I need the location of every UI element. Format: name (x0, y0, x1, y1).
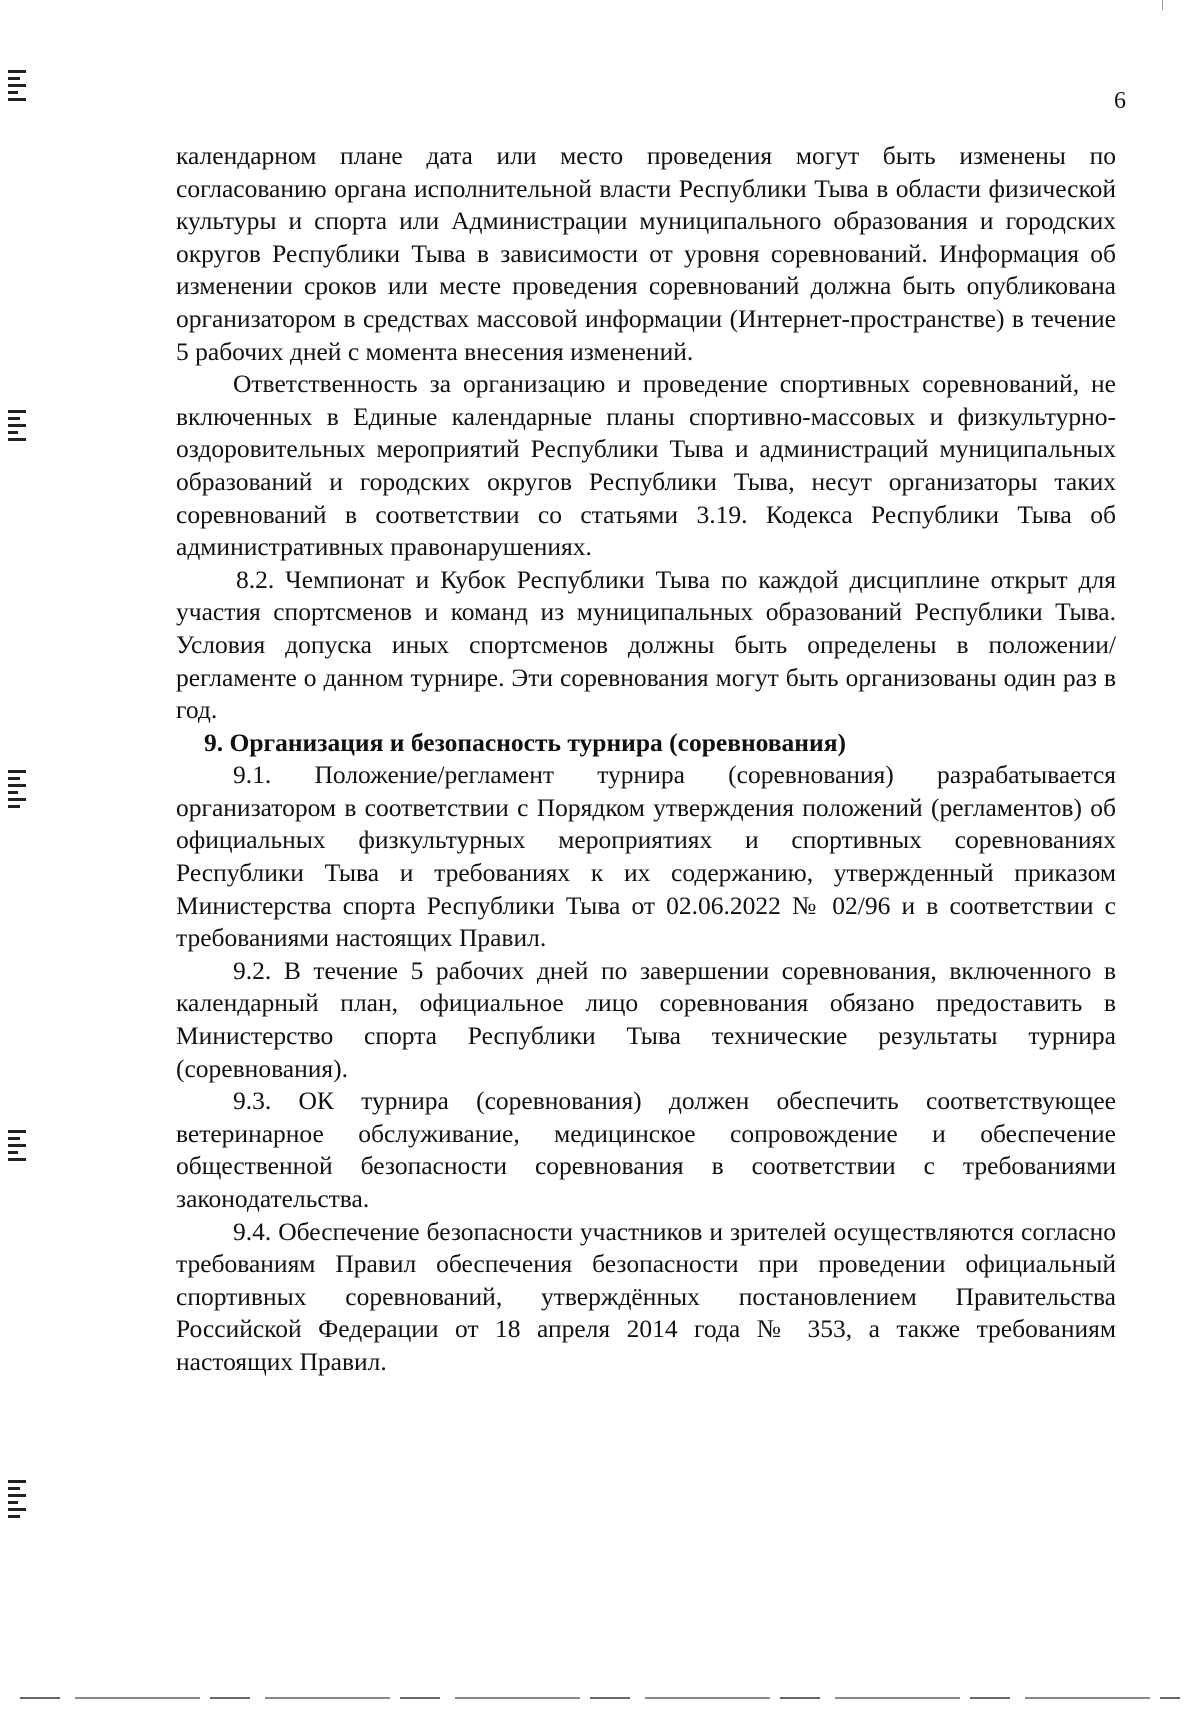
paragraph-9-1: 9.1. Положение/регламент турнира (соревнования) разрабатывается организатором в соответствии с Порядком утверждения положений (регламентов) об официальных физкультурных мероприятиях и спортивных соревнованиях Республики Тыва и требованиях к их содержанию, утвержденный приказом Министерства спорта Республики Тыва от 02.06.2022 № 02/96 и в соответствии с требованиями настоящих Правил. (176, 760, 1116, 953)
paragraph-9-2: 9.2. В течение 5 рабочих дней по завершении соревнования, включенного в календарный план, официальное лицо соревнования обязано предоставить в Министерство спорта Республики Тыва технические результаты турнира (соревнования). (176, 955, 1116, 1083)
scan-margin-mark-3 (8, 770, 26, 812)
scan-margin-mark-2 (8, 410, 26, 445)
page-number: 6 (1114, 88, 1126, 114)
paragraph-8-2: 8.2. Чемпионат и Кубок Республики Тыва по каждой дисциплине открыт для участия спортсменов и команд из муниципальных образований Республики Тыва. Условия допуска иных спортсменов должны быть определены в положении/регламенте о данном турнире. Эти соревнования могут быть организованы один раз в год. (176, 564, 1116, 725)
paragraph-calendar-changes: календарном плане дата или место проведения могут быть изменены по согласованию органа исполнительной власти Республики Тыва в области физической культуры и спорта или Администрации муниципального образования и городских округов Республики Тыва в зависимости от уровня соревнований. Информация об изменении сроков или месте проведения соревнований должна быть опубликована организатором в средствах массовой информации (Интернет-пространстве) в течение 5 рабочих дней с момента внесения изменений. (176, 141, 1116, 366)
scan-margin-mark-5 (8, 1480, 26, 1522)
paragraph-9-4: 9.4. Обеспечение безопасности участников и зрителей осуществляются согласно требованиям Правил обеспечения безопасности при проведении официальный спортивных соревнований, утверждённых постановлением Правительства Российской Федерации от 18 апреля 2014 года № 353, а также требованиям настоящих Правил. (176, 1216, 1116, 1376)
paragraph-9-3: 9.3. ОК турнира (соревнования) должен обеспечить соответствующее ветеринарное обслуживание, медицинское сопровождение и обеспечение общественной безопасности соревнования в соответствии с требованиями законодательства. (176, 1086, 1116, 1213)
scan-edge-tick (1162, 0, 1163, 10)
scan-margin-mark-1 (8, 70, 26, 105)
paragraph-responsibility: Ответственность за организацию и проведение спортивных соревнований, не включенных в Единые календарные планы спортивно-массовых и физкультурно-оздоровительных мероприятий Республики Тыва и администраций муниципальных образований и городских округов Республики Тыва, несут организаторы таких соревнований в соответствии со статьями 3.19. Кодекса Республики Тыва об административных правонарушениях. (176, 369, 1116, 562)
document-body (176, 140, 1116, 1379)
scan-bottom-edge (20, 1697, 1180, 1699)
section-heading-9: 9. Организация и безопасность турнира (соревнования) (204, 727, 846, 757)
scan-margin-mark-4 (8, 1130, 26, 1165)
